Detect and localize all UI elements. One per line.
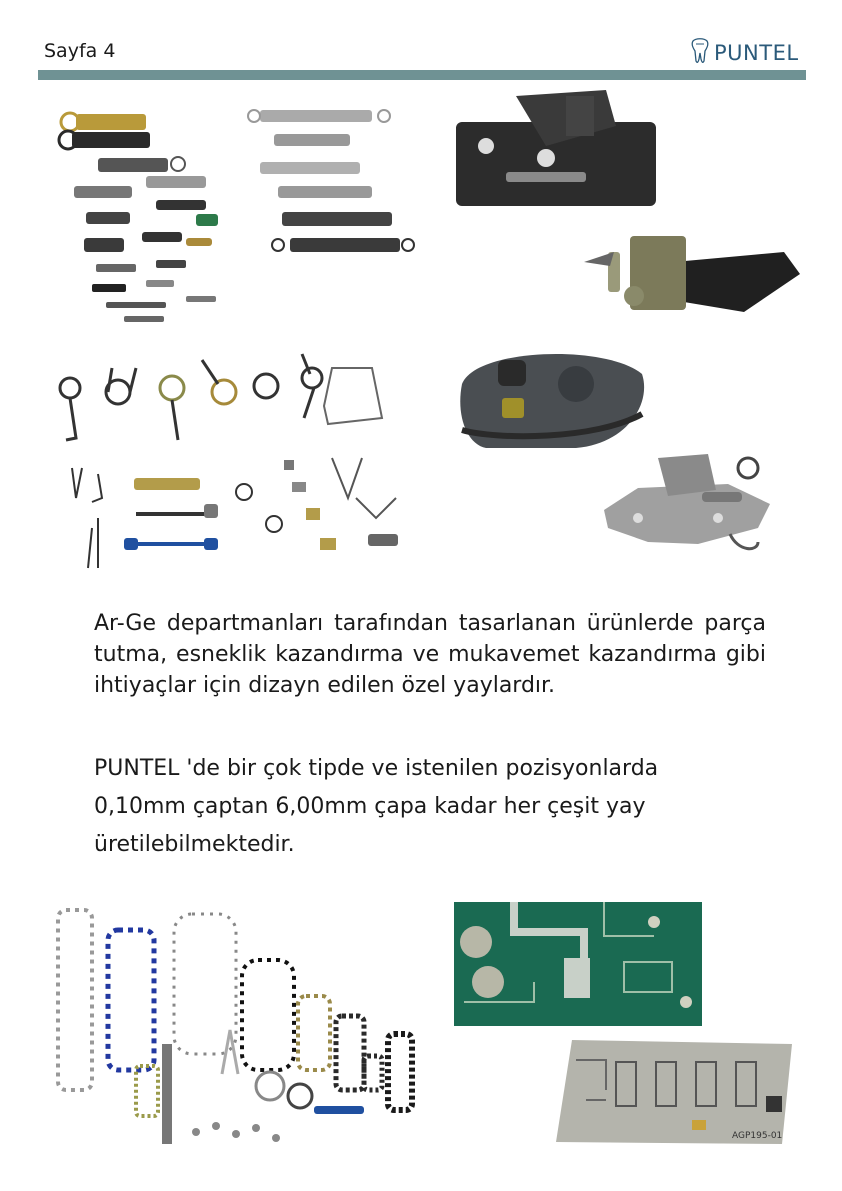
hood-latch-icon — [456, 90, 656, 206]
door-handle-icon — [460, 354, 644, 448]
puntel-logo — [690, 38, 799, 68]
hood-latch-photo-2 — [574, 222, 804, 326]
capability-paragraph — [94, 750, 766, 864]
capability-line-3: üretilebilmektedir. — [94, 832, 295, 857]
circuit-board-icon — [454, 902, 702, 1026]
latch-assembly-icon — [584, 236, 800, 312]
circuit-board-photo — [454, 902, 702, 1026]
latch-mechanism-icon — [604, 454, 770, 549]
intro-paragraph: Ar-Ge departmanları tarafından tasarlanan ürünlerde parça tutma, esneklik kazandırma ve mukavemet kazandırma gibi ihtiyaçlar için dizayn edilen özel yaylardır. — [94, 611, 766, 698]
tooth-logo-icon — [690, 38, 710, 68]
contact-springs-board-photo — [556, 1040, 792, 1144]
torsion-wire-forms-photo — [52, 348, 414, 572]
capability-line-1: PUNTEL 'de bir çok tipde ve istenilen pozisyonlarda — [94, 756, 659, 781]
contact-board-icon — [556, 1040, 792, 1144]
extension-spring-icon — [59, 110, 414, 322]
compression-spring-icon — [58, 910, 412, 1144]
header-rule — [38, 70, 806, 80]
brand-name: PUNTEL — [714, 41, 799, 65]
hood-latch-photo-1 — [446, 86, 664, 218]
door-handle-housing-photo — [456, 344, 654, 460]
page-number: Sayfa 4 — [44, 40, 116, 62]
capability-line-2: 0,10mm çaptan 6,00mm çapa kadar her çeşit yay — [94, 794, 646, 819]
compression-springs-photo — [46, 900, 428, 1162]
extension-springs-photo — [46, 88, 422, 334]
board-label: AGP195-01 — [732, 1131, 783, 1141]
latch-mechanism-photo — [598, 448, 776, 558]
